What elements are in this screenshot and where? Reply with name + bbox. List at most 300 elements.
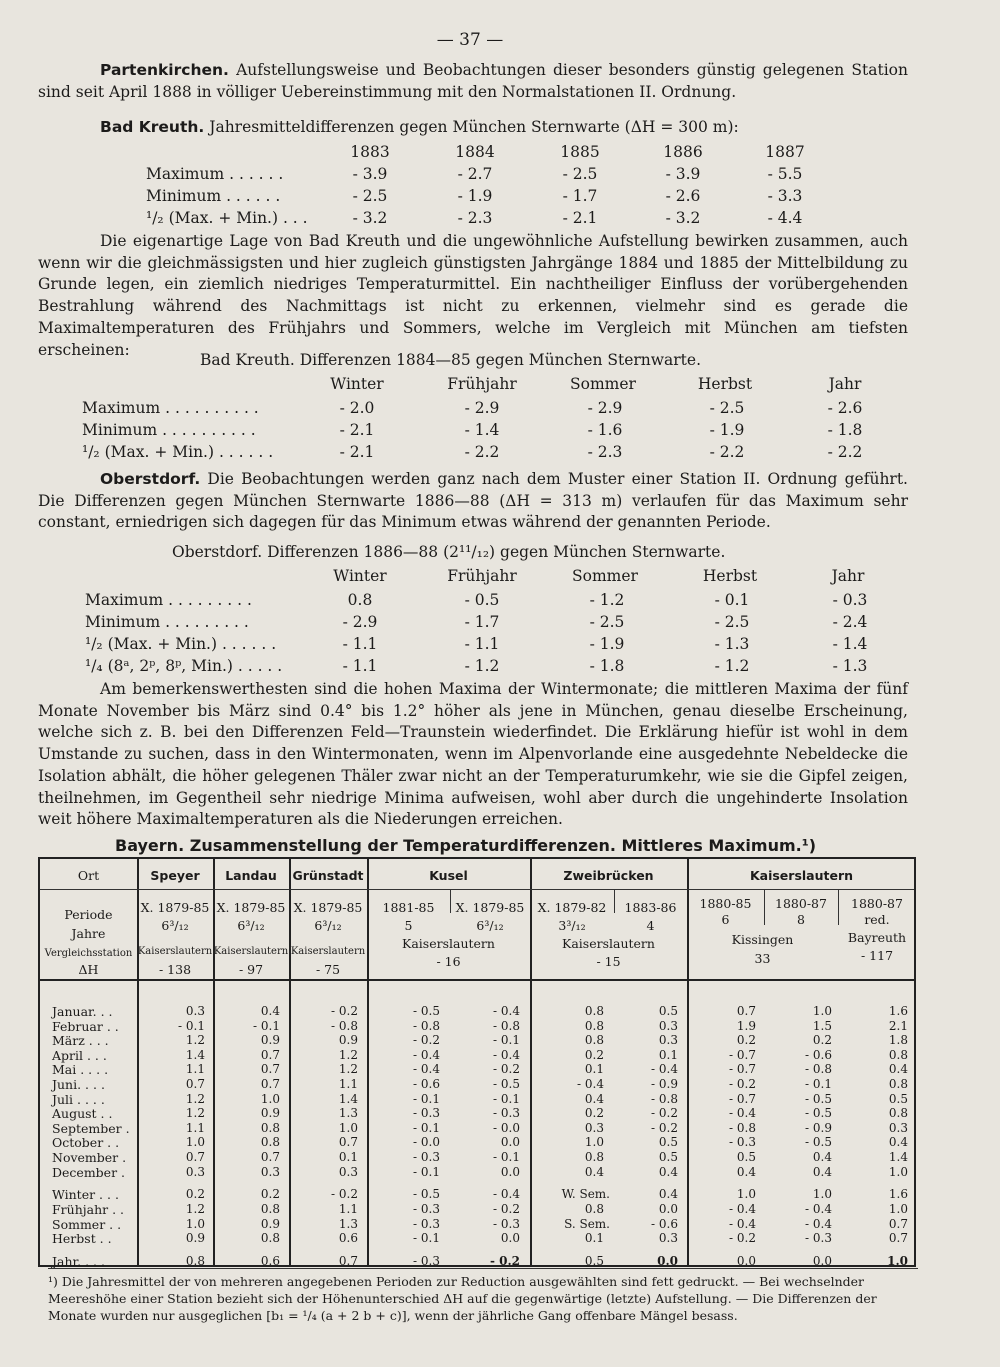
season-value: 0.0 (736, 1254, 756, 1269)
month-value: 0.3 (338, 1164, 358, 1179)
season-value: 0.2 (185, 1187, 205, 1201)
table-cell: - 2.2 (709, 443, 745, 461)
season-value: - 0.3 (413, 1254, 440, 1269)
bayern-table-title: Bayern. Zusammenstellung der Temperaturdifferenzen. Mittleres Maximum.¹) (115, 836, 817, 855)
station-kusel: Kusel (429, 868, 468, 883)
table-cell: - 1.1 (464, 635, 500, 653)
month-value: 0.8 (584, 1018, 604, 1033)
table-cell: - 2.3 (457, 209, 493, 227)
table-cell: - 2.2 (827, 443, 863, 461)
table-cell: - 2.5 (562, 165, 598, 183)
header-delta-h: ΔH (78, 962, 99, 977)
month-label: December . (52, 1164, 125, 1180)
season-value: 0.9 (185, 1231, 205, 1246)
years-cell: red. (864, 912, 890, 927)
delta-h-cell: - 15 (596, 954, 621, 969)
month-label: October . . (52, 1135, 120, 1151)
period-cell: 1880-87 (851, 896, 903, 911)
month-label: November . (52, 1150, 127, 1165)
month-value: - 0.5 (805, 1135, 832, 1150)
table-cell: - 2.5 (352, 187, 388, 205)
month-value: 0.1 (584, 1062, 604, 1077)
month-value: 1.1 (185, 1062, 205, 1077)
vergleich-cell: Kaiserslautern (290, 946, 366, 957)
table-cell: - 2.9 (587, 399, 623, 417)
month-value: - 0.1 (413, 1091, 440, 1106)
month-value: 0.7 (185, 1150, 205, 1164)
table-cell: - 1.9 (709, 421, 745, 439)
header-vergleichsstation: Vergleichsstation (44, 948, 133, 959)
season-header: Sommer (572, 567, 638, 585)
season-value: 0.2 (260, 1187, 280, 1201)
month-value: 0.9 (260, 1106, 280, 1121)
month-value: - 0.5 (493, 1077, 520, 1091)
table-cell: - 0.5 (464, 591, 500, 609)
vergleich-cell: Kaiserslautern (213, 946, 289, 957)
oberstdorf-paragraph-text: Die Beobachtungen werden ganz nach dem Muster einer Station II. Ordnung geführt. Die Differenzen gegen München Sternwarte 1886—88 (ΔH = 313 m) verlaufen für das Maximum sehr constant, erniedrigen sich dagegen für das Minimum etwas während der genannten Periode. (38, 470, 908, 532)
month-value: - 0.2 (651, 1106, 678, 1121)
month-value: 0.2 (812, 1033, 832, 1048)
station-kaiserslautern: Kaiserslautern (749, 868, 854, 883)
table-cell: - 3.9 (665, 165, 701, 183)
month-value: 0.4 (736, 1164, 756, 1179)
month-value: 1.6 (888, 1004, 908, 1018)
month-value: 1.2 (338, 1047, 358, 1062)
month-value: 0.3 (888, 1120, 908, 1135)
kreuth-row-minimum (0, 185, 1000, 207)
month-value: 0.9 (260, 1033, 280, 1048)
month-value: 0.7 (260, 1047, 280, 1062)
month-value: 0.7 (260, 1062, 280, 1077)
year-header: 1884 (455, 143, 495, 161)
season-value: - 0.3 (413, 1201, 440, 1216)
month-value: - 0.8 (331, 1018, 358, 1033)
table-cell: - 1.8 (589, 657, 625, 675)
delta-h-cell: 33 (754, 951, 771, 966)
table-cell: - 2.7 (457, 165, 493, 183)
kreuth-year-header (0, 141, 1000, 163)
oberstdorf-row-half (0, 633, 1000, 655)
month-value: - 0.3 (729, 1135, 756, 1150)
month-value: - 0.6 (805, 1047, 832, 1062)
month-label: September . (52, 1120, 130, 1136)
table-cell: 0.8 (347, 591, 373, 609)
month-value: - 0.2 (729, 1077, 756, 1091)
month-value: - 0.8 (729, 1120, 756, 1135)
month-value: 0.8 (584, 1150, 604, 1164)
month-value: - 0.1 (493, 1150, 520, 1164)
month-value: - 0.8 (413, 1018, 440, 1033)
month-value: 0.8 (584, 1033, 604, 1048)
month-value: 1.3 (338, 1106, 358, 1121)
season-value: 0.7 (888, 1231, 908, 1246)
season-value: 0.3 (658, 1231, 678, 1246)
month-value: 0.4 (658, 1164, 678, 1179)
vergleich-cell: Kaiserslautern (562, 936, 655, 951)
vergleich-cell: Bayreuth (847, 930, 907, 945)
season-value: 0.1 (584, 1231, 604, 1246)
month-value: 0.1 (658, 1047, 678, 1062)
table-cell: - 1.2 (464, 657, 500, 675)
month-value: - 0.2 (651, 1120, 678, 1135)
month-value: 0.7 (736, 1004, 756, 1018)
partenkirchen-text: Aufstellungsweise und Beobachtungen dieser besonders günstig gelegenen Station sind seit April 1888 in völliger Uebereinstimmung mit den Normalstationen II. Ordnung. (38, 61, 908, 101)
month-value: 0.3 (658, 1018, 678, 1033)
kreuth-season-minimum (0, 419, 1000, 441)
table-cell: - 4.4 (767, 209, 803, 227)
table-cell: - 1.3 (714, 635, 750, 653)
month-value: 0.4 (888, 1135, 908, 1150)
table-cell: - 1.4 (832, 635, 868, 653)
month-value: - 0.7 (729, 1062, 756, 1077)
year-header: 1883 (350, 143, 390, 161)
month-value: 0.5 (658, 1135, 678, 1150)
row-label: Maximum . . . . . . . . . . (82, 399, 259, 417)
row-label: Maximum . . . . . . . . . (85, 591, 252, 609)
month-value: - 0.2 (493, 1062, 520, 1077)
row-label: Minimum . . . . . . . . . (85, 613, 249, 631)
kreuth-row-maximum (0, 163, 1000, 185)
season-value: 0.7 (888, 1216, 908, 1231)
season-value: 0.4 (658, 1187, 678, 1201)
season-value: 0.0 (657, 1254, 678, 1269)
month-value: - 0.4 (651, 1062, 678, 1077)
month-value: 0.2 (584, 1047, 604, 1062)
station-speyer: Speyer (150, 868, 200, 883)
month-value: 1.0 (812, 1004, 832, 1018)
bayern-table (38, 857, 916, 1270)
kreuth-season-half (0, 441, 1000, 463)
month-value: 0.3 (260, 1164, 280, 1179)
month-value: 1.0 (185, 1135, 205, 1150)
month-value: 0.8 (888, 1047, 908, 1062)
table-cell: - 2.4 (832, 613, 868, 631)
row-label: Minimum . . . . . . (146, 187, 281, 205)
season-value: 0.7 (338, 1254, 358, 1269)
season-header: Winter (333, 567, 387, 585)
month-value: 1.2 (185, 1033, 205, 1048)
month-value: 1.0 (338, 1120, 358, 1135)
month-label: Februar . . (52, 1018, 119, 1034)
season-value: 1.0 (812, 1187, 832, 1201)
season-value: S. Sem. (564, 1216, 610, 1231)
season-header: Frühjahr (447, 567, 517, 585)
year-header: 1885 (560, 143, 600, 161)
month-value: 0.7 (185, 1077, 205, 1091)
season-value: 1.0 (887, 1254, 908, 1269)
delta-h-cell: - 97 (238, 962, 264, 977)
years-cell: 6 (721, 912, 730, 927)
year-header: 1887 (765, 143, 805, 161)
month-value: 1.4 (338, 1091, 358, 1106)
row-label: ¹/₄ (8ᵃ, 2ᵖ, 8ᵖ, Min.) . . . . . (85, 657, 283, 675)
table-cell: - 2.5 (714, 613, 750, 631)
kreuth-row-half (0, 207, 1000, 229)
table-cell: - 1.2 (589, 591, 625, 609)
month-value: - 0.9 (805, 1120, 832, 1135)
month-label: Juni. . . . (52, 1077, 105, 1092)
delta-h-cell: - 16 (436, 954, 461, 969)
season-header: Winter (330, 375, 384, 393)
header-jahre: Jahre (71, 926, 106, 941)
month-value: - 0.1 (253, 1018, 280, 1033)
month-value: 1.1 (185, 1120, 205, 1135)
oberstdorf-caption: Oberstdorf. Differenzen 1886—88 (2¹¹/₁₂) gegen München Sternwarte. (172, 543, 726, 561)
row-label: ¹/₂ (Max. + Min.) . . . . . . (82, 443, 274, 461)
month-value: - 0.5 (805, 1106, 832, 1121)
month-value: - 0.1 (805, 1077, 832, 1091)
oberstdorf-paragraph-2-text: Am bemerkenswerthesten sind die hohen Maxima der Wintermonate; die mittleren Maxima der fünf Monate November bis März sind 0.4° bis 1.2° höher als jene in München, genau dieselbe Erscheinung, welche sich z. B. bei den Differenzen Feld—Traunstein wiederfindet. Die Erklärung hiefür ist wohl in dem Umstande zu suchen, dass in den Wintermonaten, wenn im Alpenvorlande eine ausgedehnte Nebeldecke die Isolation abhält, die höher gelegenen Thäler zwar nicht an der Temperaturumkehr, wie sie die Gipfel zeigen, theilnehmen, im Gegentheil sehr niedrige Minima aufweisen, wohl aber durch die ungehinderte Insolation weit höhere Maximaltemperaturen als die Niederungen erreichen. (38, 680, 908, 829)
month-value: 0.3 (185, 1164, 205, 1179)
kreuth-heading: Bad Kreuth. (100, 118, 205, 136)
month-value: 0.8 (260, 1135, 280, 1150)
month-value: 1.0 (260, 1091, 280, 1106)
table-cell: - 1.9 (589, 635, 625, 653)
table-cell: - 5.5 (767, 165, 803, 183)
month-value: - 0.1 (493, 1033, 520, 1048)
table-cell: - 3.2 (665, 209, 701, 227)
month-value: - 0.4 (493, 1047, 520, 1062)
table-cell: - 2.6 (665, 187, 701, 205)
season-value: - 0.2 (489, 1254, 520, 1269)
season-value: - 0.3 (413, 1216, 440, 1231)
month-value: 1.4 (185, 1047, 205, 1062)
table-cell: - 1.8 (827, 421, 863, 439)
oberstdorf-paragraph-2 (38, 679, 908, 831)
season-value: 1.1 (338, 1201, 358, 1216)
row-label: Minimum . . . . . . . . . . (82, 421, 256, 439)
month-value: 0.3 (584, 1120, 604, 1135)
period-cell: 1883-86 (624, 900, 677, 915)
table-cell: - 3.3 (767, 187, 803, 205)
table-cell: - 2.2 (464, 443, 500, 461)
month-value: 0.5 (888, 1091, 908, 1106)
year-header: 1886 (663, 143, 703, 161)
season-value: 0.8 (260, 1201, 280, 1216)
month-value: 0.4 (812, 1164, 832, 1179)
table-cell: - 2.1 (562, 209, 598, 227)
table-cell: - 2.5 (589, 613, 625, 631)
season-value: 1.3 (338, 1216, 358, 1231)
season-value: - 0.4 (729, 1201, 756, 1216)
season-value: 0.6 (260, 1254, 280, 1269)
month-value: 0.8 (584, 1004, 604, 1018)
row-label: ¹/₂ (Max. + Min.) . . . (146, 209, 308, 227)
season-value: W. Sem. (561, 1187, 610, 1201)
delta-h-cell: - 75 (315, 962, 341, 977)
season-value: - 0.2 (729, 1231, 756, 1246)
kreuth-paragraph-text: Die eigenartige Lage von Bad Kreuth und die ungewöhnliche Aufstellung bewirken zusammen, auch wenn wir die gleichmässigsten und hier zugleich günstigsten Jahrgänge 1884 und 1885 der Mittelbildung zu Grunde legen, ein ziemlich niedriges Temperaturmittel. Ein nachtheiliger Einfluss der vorübergehenden Bestrahlung während des Nachmittags ist nicht zu erkennen, vielmehr sind es gerade die Maximaltemperaturen des Frühjahrs und Sommers, welche im Vergleich mit München am tiefsten erscheinen: (38, 232, 908, 359)
table-cell: - 2.9 (464, 399, 500, 417)
period-cell: X. 1879-85 (293, 900, 363, 915)
month-value: - 0.2 (331, 1004, 358, 1018)
period-cell: X. 1879-82 (537, 900, 607, 915)
oberstdorf-paragraph (38, 469, 908, 534)
years-cell: 6³/₁₂ (476, 918, 504, 933)
month-value: 1.5 (812, 1018, 832, 1033)
month-value: - 0.4 (413, 1062, 440, 1077)
month-value: 0.7 (260, 1150, 280, 1164)
month-value: 0.4 (888, 1062, 908, 1077)
month-value: - 0.0 (413, 1135, 440, 1150)
season-value: - 0.5 (413, 1187, 440, 1201)
season-value: - 0.6 (651, 1216, 678, 1231)
month-label: August . . (52, 1106, 113, 1122)
month-value: 1.2 (338, 1062, 358, 1077)
month-value: - 0.0 (493, 1120, 520, 1135)
period-cell: 1880-85 (699, 896, 752, 911)
season-value: 1.6 (888, 1187, 908, 1201)
month-value: 1.9 (736, 1018, 756, 1033)
month-value: 0.8 (260, 1120, 280, 1135)
month-value: 1.1 (338, 1077, 358, 1091)
oberstdorf-row-minimum (0, 611, 1000, 633)
month-value: 0.5 (658, 1004, 678, 1018)
years-cell: 6³/₁₂ (314, 918, 342, 933)
month-value: 0.0 (500, 1164, 520, 1179)
footnote: ¹) Die Jahresmittel der von mehreren angegebenen Perioden zur Reduction ausgewählten sind fett gedruckt. — Bei wechselnder Meereshöhe einer Station bezieht sich der Höhenunterschied ΔH auf die gegenwärtige (letzte) Aufstellung. — Die Differenzen der Monate wurden nur ausgeglichen [b₁ = ¹/₄ (a + 2 b + c)], wenn der jährliche Gang offenbare Mängel besass. (48, 1268, 918, 1324)
header-periode: Periode (64, 907, 113, 922)
years-cell: 4 (646, 918, 655, 933)
month-value: 0.2 (736, 1033, 756, 1048)
season-header: Jahr (831, 567, 865, 585)
season-header: Sommer (570, 375, 636, 393)
table-cell: - 2.3 (587, 443, 623, 461)
month-value: - 0.3 (493, 1106, 520, 1121)
month-value: - 0.6 (413, 1077, 440, 1091)
season-value: 1.0 (736, 1187, 756, 1201)
years-cell: 6³/₁₂ (237, 918, 265, 933)
season-header: Jahr (828, 375, 862, 393)
month-value: - 0.8 (651, 1091, 678, 1106)
month-value: 0.7 (260, 1077, 280, 1091)
table-cell: - 2.5 (709, 399, 745, 417)
month-label: April . . . (52, 1047, 107, 1063)
month-value: - 0.4 (413, 1047, 440, 1062)
years-cell: 3³/₁₂ (558, 918, 586, 933)
month-label: März . . . (52, 1033, 109, 1049)
month-value: - 0.1 (178, 1018, 205, 1033)
season-value: 0.0 (812, 1254, 832, 1269)
month-value: 0.4 (260, 1004, 280, 1018)
month-value: 2.1 (888, 1018, 908, 1033)
oberstdorf-heading: Oberstdorf. (100, 470, 201, 488)
delta-h-cell: - 138 (158, 962, 192, 977)
month-value: 1.0 (584, 1135, 604, 1150)
month-value: 1.2 (185, 1091, 205, 1106)
table-cell: - 2.1 (339, 443, 375, 461)
years-cell: 6³/₁₂ (161, 918, 189, 933)
period-cell: X. 1879-85 (455, 900, 525, 915)
month-value: 0.8 (888, 1106, 908, 1121)
kreuth-intro-text: Jahresmitteldifferenzen gegen München Sternwarte (ΔH = 300 m): (209, 118, 739, 136)
period-cell: X. 1879-85 (216, 900, 286, 915)
month-value: - 0.3 (413, 1150, 440, 1164)
vergleich-cell: Kaiserslautern (402, 936, 495, 951)
period-cell: X. 1879-85 (140, 900, 210, 915)
station-zweibruecken: Zweibrücken (563, 868, 654, 883)
month-value: 0.3 (185, 1004, 205, 1018)
years-cell: 8 (797, 912, 805, 927)
table-cell: - 2.9 (342, 613, 378, 631)
season-value: - 0.3 (805, 1231, 832, 1246)
month-value: 0.5 (658, 1150, 678, 1164)
season-value: 1.2 (185, 1201, 205, 1216)
period-cell: 1881-85 (382, 900, 435, 915)
month-value: - 0.8 (493, 1018, 520, 1033)
table-cell: - 0.3 (832, 591, 868, 609)
table-cell: - 1.1 (342, 657, 378, 675)
month-value: - 0.1 (413, 1164, 440, 1179)
month-value: 0.8 (888, 1077, 908, 1091)
month-value: - 0.3 (413, 1106, 440, 1121)
month-value: - 0.1 (413, 1120, 440, 1135)
kreuth-paragraph (38, 231, 908, 361)
month-value: - 0.5 (805, 1091, 832, 1106)
month-value: 0.2 (584, 1106, 604, 1121)
season-header: Frühjahr (447, 375, 517, 393)
season-label: Sommer . . (52, 1216, 122, 1232)
oberstdorf-season-header (0, 565, 1000, 587)
row-label: Maximum . . . . . . (146, 165, 284, 183)
table-cell: - 1.2 (714, 657, 750, 675)
month-value: - 0.7 (729, 1047, 756, 1062)
station-gruenstadt: Grünstadt (292, 868, 364, 883)
season-value: - 0.2 (493, 1201, 520, 1216)
table-cell: - 1.7 (464, 613, 500, 631)
season-value: 0.0 (500, 1231, 520, 1246)
season-value: 1.0 (185, 1216, 205, 1231)
season-label: Frühjahr . . (52, 1201, 124, 1217)
season-value: - 0.4 (805, 1216, 832, 1231)
oberstdorf-row-maximum (0, 589, 1000, 611)
season-value: - 0.1 (413, 1231, 440, 1246)
month-value: - 0.4 (729, 1106, 756, 1121)
season-label: Winter . . . (52, 1187, 119, 1202)
table-cell: - 1.9 (457, 187, 493, 205)
month-value: 1.2 (185, 1106, 205, 1121)
header-ort: Ort (77, 868, 100, 883)
month-label: Mai . . . . (52, 1062, 109, 1078)
season-value: - 0.4 (493, 1187, 520, 1201)
season-value: 0.0 (658, 1201, 678, 1216)
kreuth-season-header (0, 373, 1000, 395)
page-number: — 37 — (436, 30, 504, 50)
table-cell: - 1.3 (832, 657, 868, 675)
season-value: - 0.4 (805, 1201, 832, 1216)
season-value: 0.8 (185, 1254, 205, 1269)
season-value: 1.0 (888, 1201, 908, 1216)
season-value: 0.6 (338, 1231, 358, 1246)
month-value: 0.1 (338, 1150, 358, 1164)
table-cell: - 1.7 (562, 187, 598, 205)
month-label: Juli . . . . (52, 1091, 105, 1107)
month-value: - 0.9 (651, 1077, 678, 1091)
kreuth-intro (38, 117, 908, 139)
season-header: Herbst (697, 375, 753, 393)
station-landau: Landau (225, 868, 277, 883)
month-value: 0.4 (812, 1150, 832, 1164)
month-label: Januar. . . (52, 1004, 113, 1019)
season-value: 0.8 (260, 1231, 280, 1246)
month-value: - 0.8 (805, 1062, 832, 1077)
table-cell: - 1.4 (464, 421, 500, 439)
table-cell: - 1.6 (587, 421, 623, 439)
month-value: - 0.7 (729, 1091, 756, 1106)
oberstdorf-row-quarter (0, 655, 1000, 677)
month-value: 1.8 (888, 1033, 908, 1048)
month-value: 1.0 (888, 1164, 908, 1179)
